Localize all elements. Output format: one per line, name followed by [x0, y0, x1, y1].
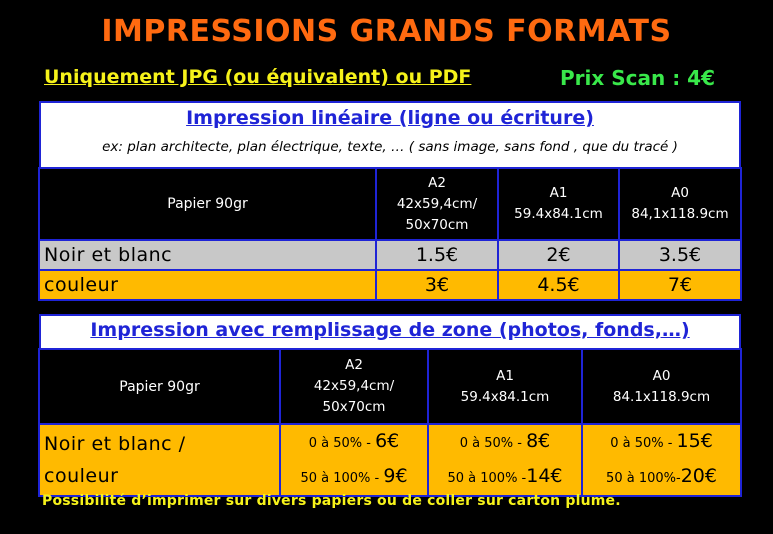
footer-note: Possibilité d’imprimer sur divers papiers ou de coller sur carton plume. — [42, 493, 621, 509]
price-value: 14€ — [526, 465, 563, 487]
price-value: 20€ — [680, 465, 717, 487]
price-cell: 3.5€ — [619, 240, 741, 270]
price-value: 9€ — [383, 465, 408, 487]
row-label: Noir et blanc — [39, 240, 376, 270]
price-cell-a0 — [582, 424, 741, 496]
price-cell: 4.5€ — [498, 270, 619, 300]
coverage-range: 50 à 100% - — [447, 471, 527, 486]
row-label-line: couleur — [44, 465, 119, 487]
price-value: 6€ — [375, 430, 400, 452]
section1-header-row — [39, 168, 741, 240]
coverage-range: 0 à 50% - — [610, 436, 677, 451]
price-value: 15€ — [676, 430, 713, 452]
row-label-line: Noir et blanc / — [44, 433, 186, 455]
format-size: 59.4x84.1cm — [514, 206, 603, 222]
format-a1-header — [498, 168, 619, 240]
scan-price: Prix Scan : 4€ — [560, 66, 715, 90]
price-cell: 1.5€ — [376, 240, 498, 270]
section2-header-row — [39, 349, 741, 424]
paper-weight-cell: Papier 90gr — [39, 349, 280, 424]
section2-header-panel — [39, 314, 741, 350]
price-cell: 7€ — [619, 270, 741, 300]
format-name: A2 — [345, 357, 363, 373]
format-size: 50x70cm — [322, 399, 386, 415]
coverage-range: 50 à 100% - — [300, 471, 384, 486]
format-name: A2 — [428, 174, 446, 191]
table-row — [39, 240, 741, 270]
section1-title: Impression linéaire (ligne ou écriture) — [186, 107, 594, 129]
section2-price-table — [38, 348, 742, 497]
table-row — [39, 270, 741, 300]
price-cell-a2 — [280, 424, 428, 496]
format-size: 84,1x118.9cm — [631, 206, 729, 222]
price-low — [429, 425, 581, 460]
format-size: 59.4x84.1cm — [460, 388, 550, 405]
price-cell: 3€ — [376, 270, 498, 300]
row-label: couleur — [39, 270, 376, 300]
coverage-range: 0 à 50% - — [308, 436, 376, 451]
format-size: 42x59,4cm/ — [313, 378, 395, 394]
format-a2-header — [376, 168, 498, 240]
format-name: A0 — [652, 367, 671, 384]
price-high — [281, 460, 427, 495]
price-low — [583, 425, 740, 460]
price-cell-a1 — [428, 424, 582, 496]
coverage-range: 50 à 100%- — [606, 471, 681, 486]
section1-example: ex: plan architecte, plan électrique, texte, … ( sans image, sans fond , que du tracé ) — [102, 139, 678, 155]
table-row — [39, 424, 741, 496]
format-name: A1 — [549, 185, 568, 201]
format-size: 50x70cm — [405, 216, 469, 233]
coverage-range: 0 à 50% - — [459, 436, 527, 451]
price-high — [583, 460, 740, 495]
section1-header-panel — [39, 101, 741, 171]
format-a0-header — [619, 168, 741, 240]
price-cell: 2€ — [498, 240, 619, 270]
format-name: A1 — [496, 367, 514, 384]
price-low — [281, 425, 427, 460]
row-label — [39, 424, 280, 496]
format-name: A0 — [671, 185, 689, 201]
page-title: IMPRESSIONS GRANDS FORMATS — [101, 14, 672, 49]
format-a0-header — [582, 349, 741, 424]
section2-title: Impression avec remplissage de zone (photos, fonds,…) — [90, 319, 690, 341]
price-value: 8€ — [526, 430, 551, 452]
format-size: 84.1x118.9cm — [612, 388, 711, 405]
format-a1-header — [428, 349, 582, 424]
format-a2-header — [280, 349, 428, 424]
section1-price-table — [38, 167, 742, 301]
paper-weight-cell: Papier 90gr — [39, 168, 376, 240]
file-format-note: Uniquement JPG (ou équivalent) ou PDF — [44, 66, 472, 88]
price-high — [429, 460, 581, 495]
format-size: 42x59,4cm/ — [396, 195, 478, 212]
